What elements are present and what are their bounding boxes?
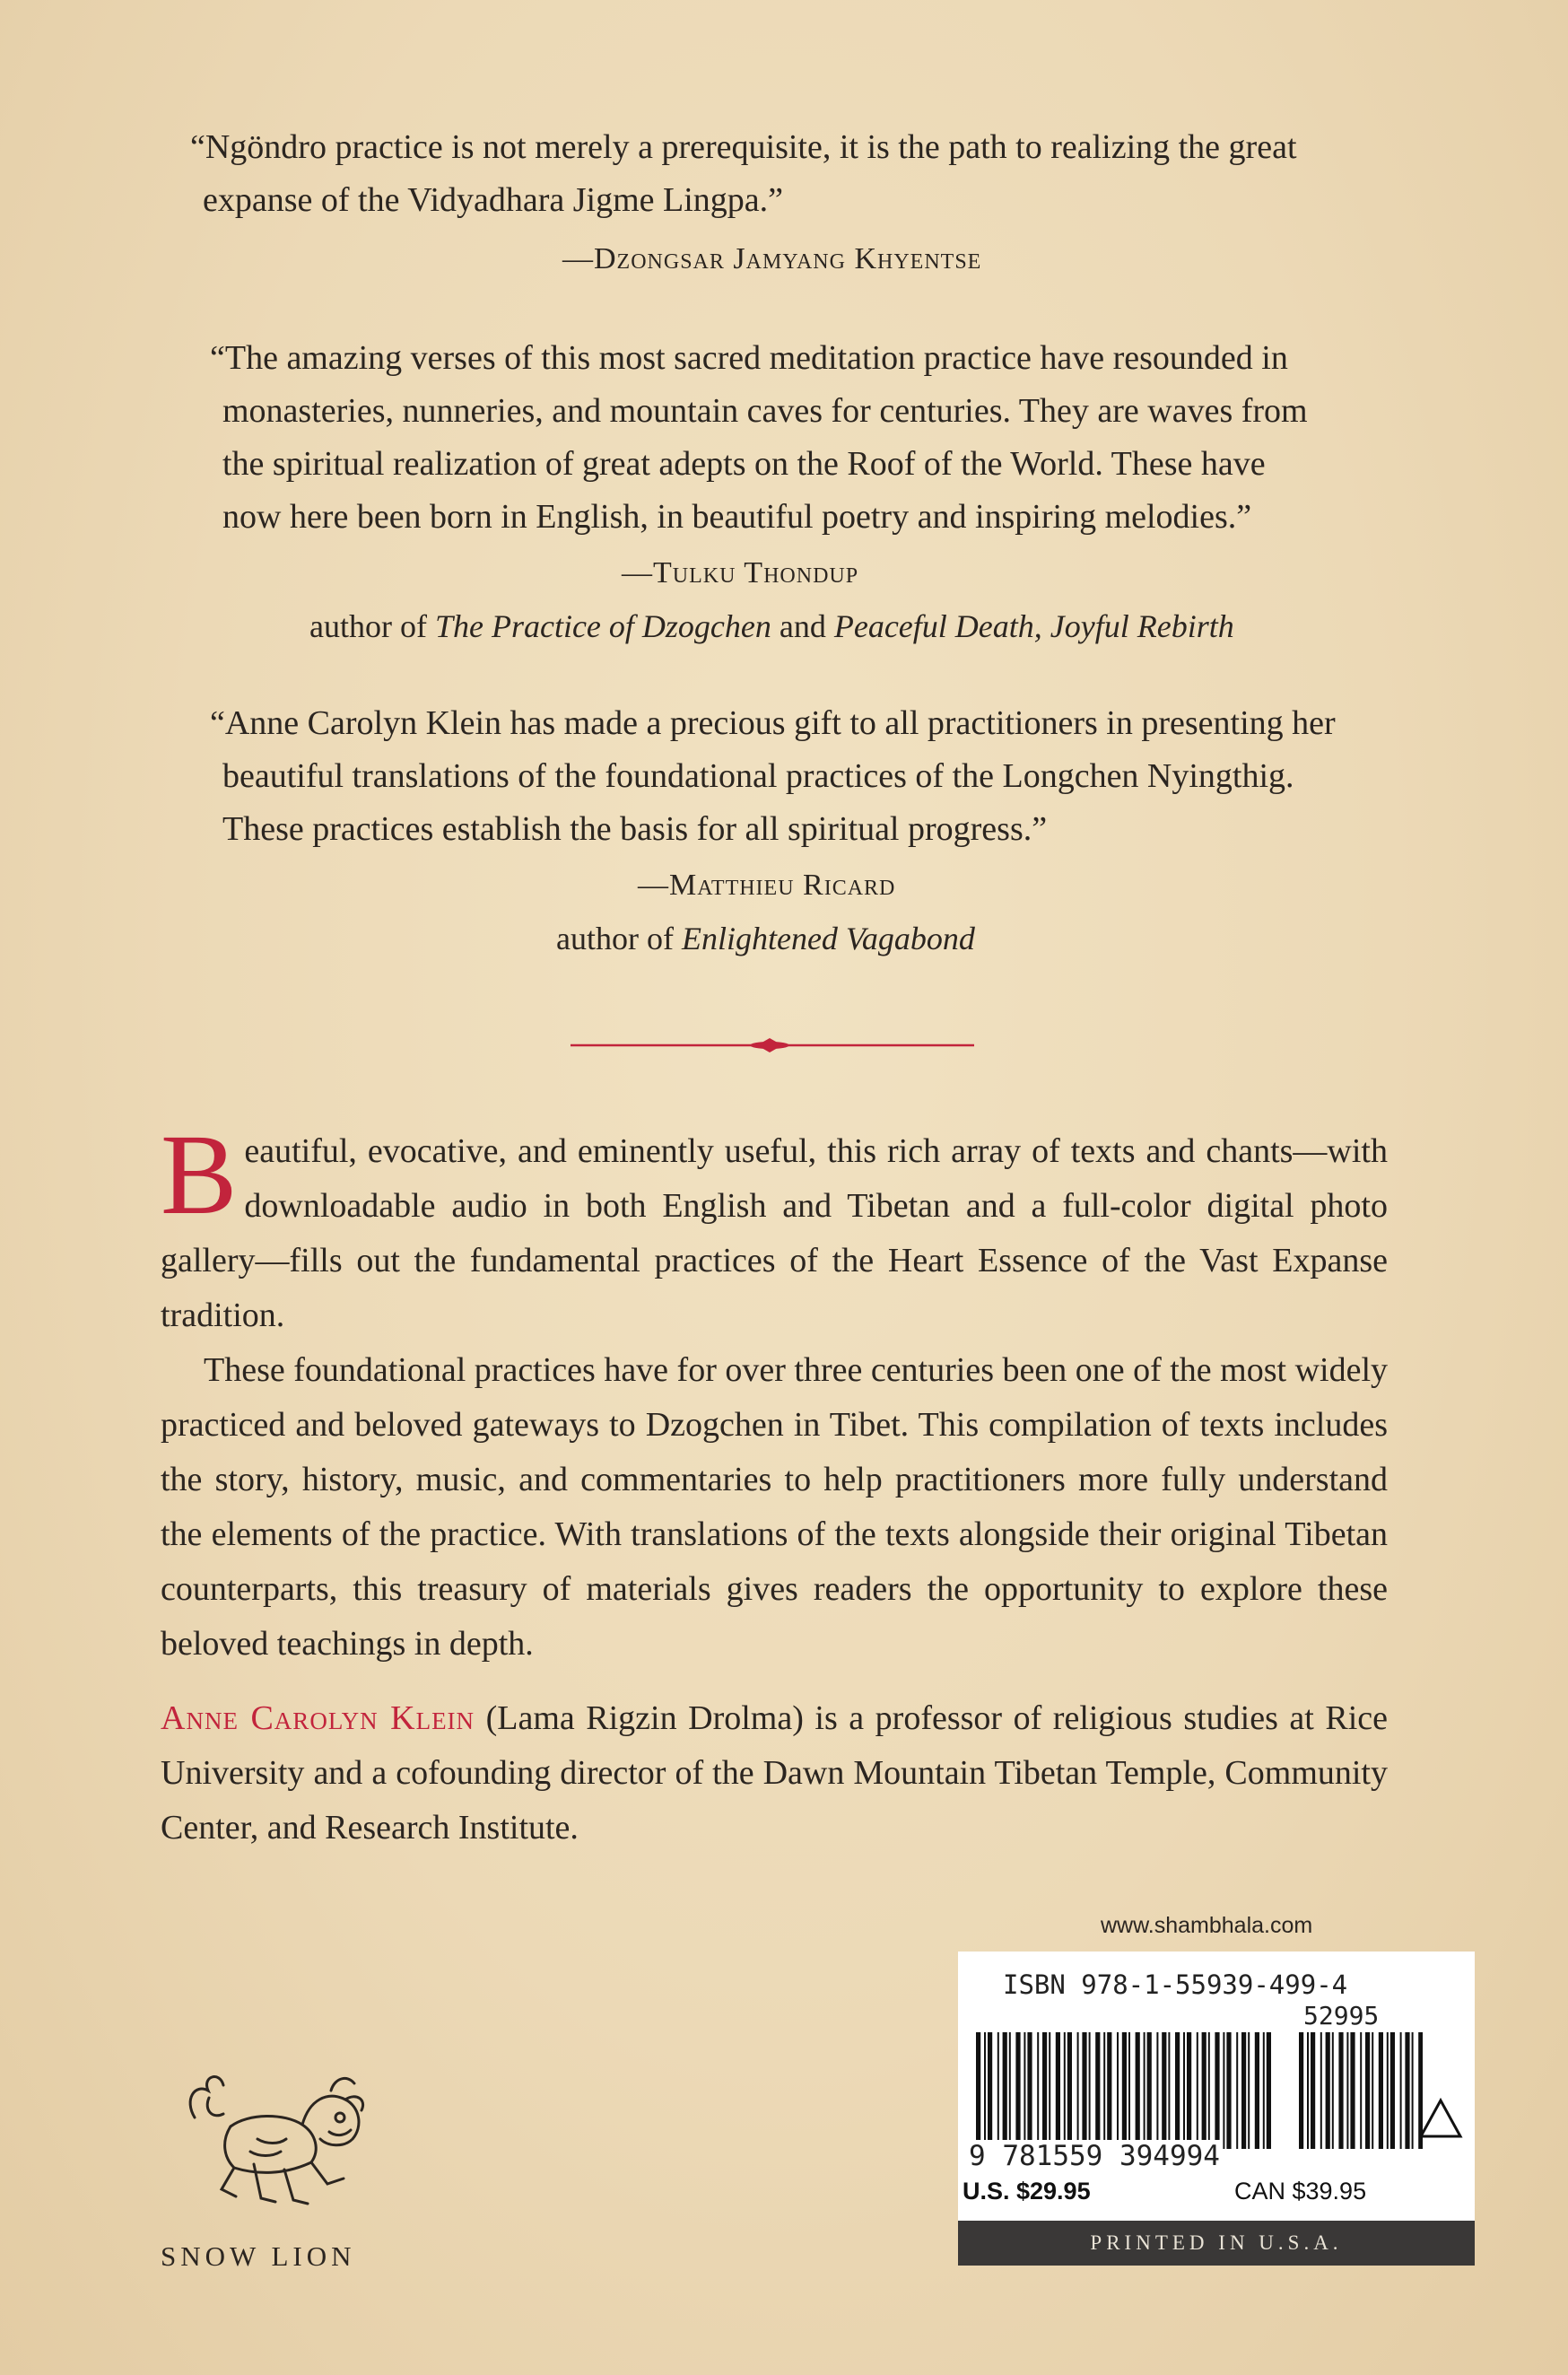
ean-barcode [974, 2032, 1279, 2149]
drop-cap: B [161, 1111, 238, 1238]
barcode-bar [1350, 2032, 1355, 2149]
quote-line: “Anne Carolyn Klein has made a precious gift to all practitioners in presenting her [210, 704, 1336, 742]
barcode-bar [984, 2032, 986, 2149]
quote-attribution: —Tulku Thondup [622, 556, 859, 589]
barcode-bar [1255, 2032, 1259, 2149]
description-paragraph-2: These foundational practices have for over three centuries been one of the most widely practiced and beloved gateways to Dzogchen in Tibet. This compilation of texts includes the story, history, music, and commentaries to help practitioners more fully understand the elements of the practice. With translations of the texts alongside their original Tibetan counterparts, this treasury of materials gives readers the opportunity to explore these beloved teachings in depth. [161, 1351, 1388, 1663]
barcode-bar [988, 2032, 992, 2149]
barcode-bar [1122, 2032, 1127, 2149]
barcode-bar [1003, 2032, 1007, 2149]
barcode-bar [1320, 2032, 1322, 2149]
barcode-bar [1248, 2032, 1250, 2149]
barcode-bar [1236, 2032, 1238, 2149]
barcode-label [958, 1952, 1475, 2221]
barcode-bar [1103, 2032, 1105, 2149]
barcode-bar [1379, 2032, 1383, 2149]
author-name: Anne Carolyn Klein [161, 1699, 475, 1737]
barcode-bar [1049, 2032, 1050, 2149]
barcode-bar [1064, 2032, 1066, 2149]
snow-lion-logo-icon [168, 2064, 374, 2225]
barcode-bar [1042, 2032, 1047, 2149]
barcode-bar [1037, 2032, 1039, 2149]
quote-line: These practices establish the basis for all spiritual progress.” [222, 810, 1048, 848]
author-bio: Anne Carolyn Klein (Lama Rigzin Drolma) is a professor of religious studies at Rice University and a cofounding director of the Dawn Mountain Tibetan Temple, Community Center, and Research Institute. [161, 1699, 1388, 1847]
barcode-bar [1338, 2032, 1343, 2149]
barcode-bar [1082, 2032, 1086, 2149]
barcode-bar [1215, 2032, 1219, 2149]
quote-attribution: —Matthieu Ricard [638, 869, 896, 902]
barcode-bar [1208, 2032, 1210, 2149]
barcode-bar [1147, 2032, 1152, 2149]
barcode-bar [1056, 2032, 1060, 2149]
publisher-name: SNOW LION [161, 2240, 356, 2272]
barcode-bar [1360, 2032, 1362, 2149]
supplement-barcode [1297, 2032, 1423, 2149]
barcode-bar [1299, 2032, 1303, 2149]
quote-line: now here been born in English, in beautiful poetry and inspiring melodies.” [222, 498, 1252, 536]
barcode-bar [997, 2032, 999, 2149]
barcode-bar [1107, 2032, 1111, 2149]
barcode-bar [1117, 2032, 1119, 2149]
barcode-bar [1412, 2032, 1414, 2149]
price-can: CAN $39.95 [1234, 2178, 1367, 2205]
description-paragraph-1: Beautiful, evocative, and eminently useful, this rich array of texts and chants—with downloadable audio in both English and Tibetan and a full-color digital photo gallery—fills out the fundamental practices of the Heart Essence of the Vast Expanse tradition. [161, 1111, 1388, 1334]
ean-digits: 9 781559 394994 [969, 2140, 1220, 2172]
barcode-bar [1136, 2032, 1140, 2149]
quote-byline: author of The Practice of Dzogchen and Peaceful Death, Joyful Rebirth [309, 608, 1234, 644]
book-title: Enlightened Vagabond [681, 921, 975, 956]
barcode-bar [1267, 2032, 1271, 2149]
barcode-bar [1168, 2032, 1170, 2149]
barcode-bar [1144, 2032, 1146, 2149]
publisher-website: www.shambhala.com [1101, 1913, 1313, 1938]
barcode-bar [1202, 2032, 1206, 2149]
book-title: Peaceful Death, Joyful Rebirth [833, 608, 1234, 644]
barcode-bar [1183, 2032, 1185, 2149]
quote-line: “Ngöndro practice is not merely a prerequisite, it is the path to realizing the great [190, 128, 1297, 166]
barcode-bar [1095, 2032, 1100, 2149]
barcode-bar [1128, 2032, 1130, 2149]
barcode-bar [1197, 2032, 1198, 2149]
price-us: U.S. $29.95 [963, 2178, 1091, 2205]
barcode-bar [1077, 2032, 1079, 2149]
quote-line: “The amazing verses of this most sacred meditation practice have resounded in [210, 339, 1288, 377]
barcode-bar [1089, 2032, 1091, 2149]
barcode-bar [1162, 2032, 1166, 2149]
barcode-bar [1390, 2032, 1395, 2149]
quote-line: beautiful translations of the foundational practices of the Longchen Nyingthig. [222, 757, 1294, 795]
printed-in-label: PRINTED IN U.S.A. [958, 2221, 1475, 2266]
barcode-bar [1067, 2032, 1072, 2149]
barcode-bar [1365, 2032, 1370, 2149]
barcode-bar [1241, 2032, 1246, 2149]
barcode-bar [1307, 2032, 1309, 2149]
price-code: 52995 [1303, 2001, 1380, 2030]
quote-line: expanse of the Vidyadhara Jigme Lingpa.” [203, 181, 784, 219]
barcode-bar [1346, 2032, 1348, 2149]
book-description [161, 1111, 1388, 1855]
quote-attribution: —Dzongsar Jamyang Khyentse [562, 242, 982, 275]
barcode-bar [1332, 2032, 1334, 2149]
quote-byline: author of Enlightened Vagabond [556, 921, 975, 956]
barcode-bar [1226, 2032, 1231, 2149]
isbn-number: ISBN 978-1-55939-499-4 [1003, 1969, 1348, 2000]
barcode-bar [1400, 2032, 1402, 2149]
book-title: The Practice of Dzogchen [434, 608, 771, 644]
triangle-icon [1417, 2095, 1464, 2142]
quote-line: the spiritual realization of great adepts on the Roof of the World. These have [222, 445, 1266, 483]
barcode-bar [1187, 2032, 1191, 2149]
barcode-bar [1009, 2032, 1011, 2149]
barcode-bar [1175, 2032, 1180, 2149]
barcode-bar [1263, 2032, 1265, 2149]
barcode-bar [1387, 2032, 1389, 2149]
barcode-bar [1326, 2032, 1330, 2149]
barcode-bar [1015, 2032, 1020, 2149]
barcode-bar [1311, 2032, 1315, 2149]
ornamental-divider [571, 1035, 974, 1056]
quote-line: monasteries, nunneries, and mountain caves for centuries. They are waves from [222, 392, 1308, 430]
barcode-bar [1156, 2032, 1158, 2149]
barcode-bar [1223, 2032, 1224, 2149]
barcode-bar [1372, 2032, 1373, 2149]
barcode-bar [1405, 2032, 1409, 2149]
barcode-bar [1024, 2032, 1025, 2149]
barcode-bar [1027, 2032, 1032, 2149]
barcode-bar [976, 2032, 980, 2149]
